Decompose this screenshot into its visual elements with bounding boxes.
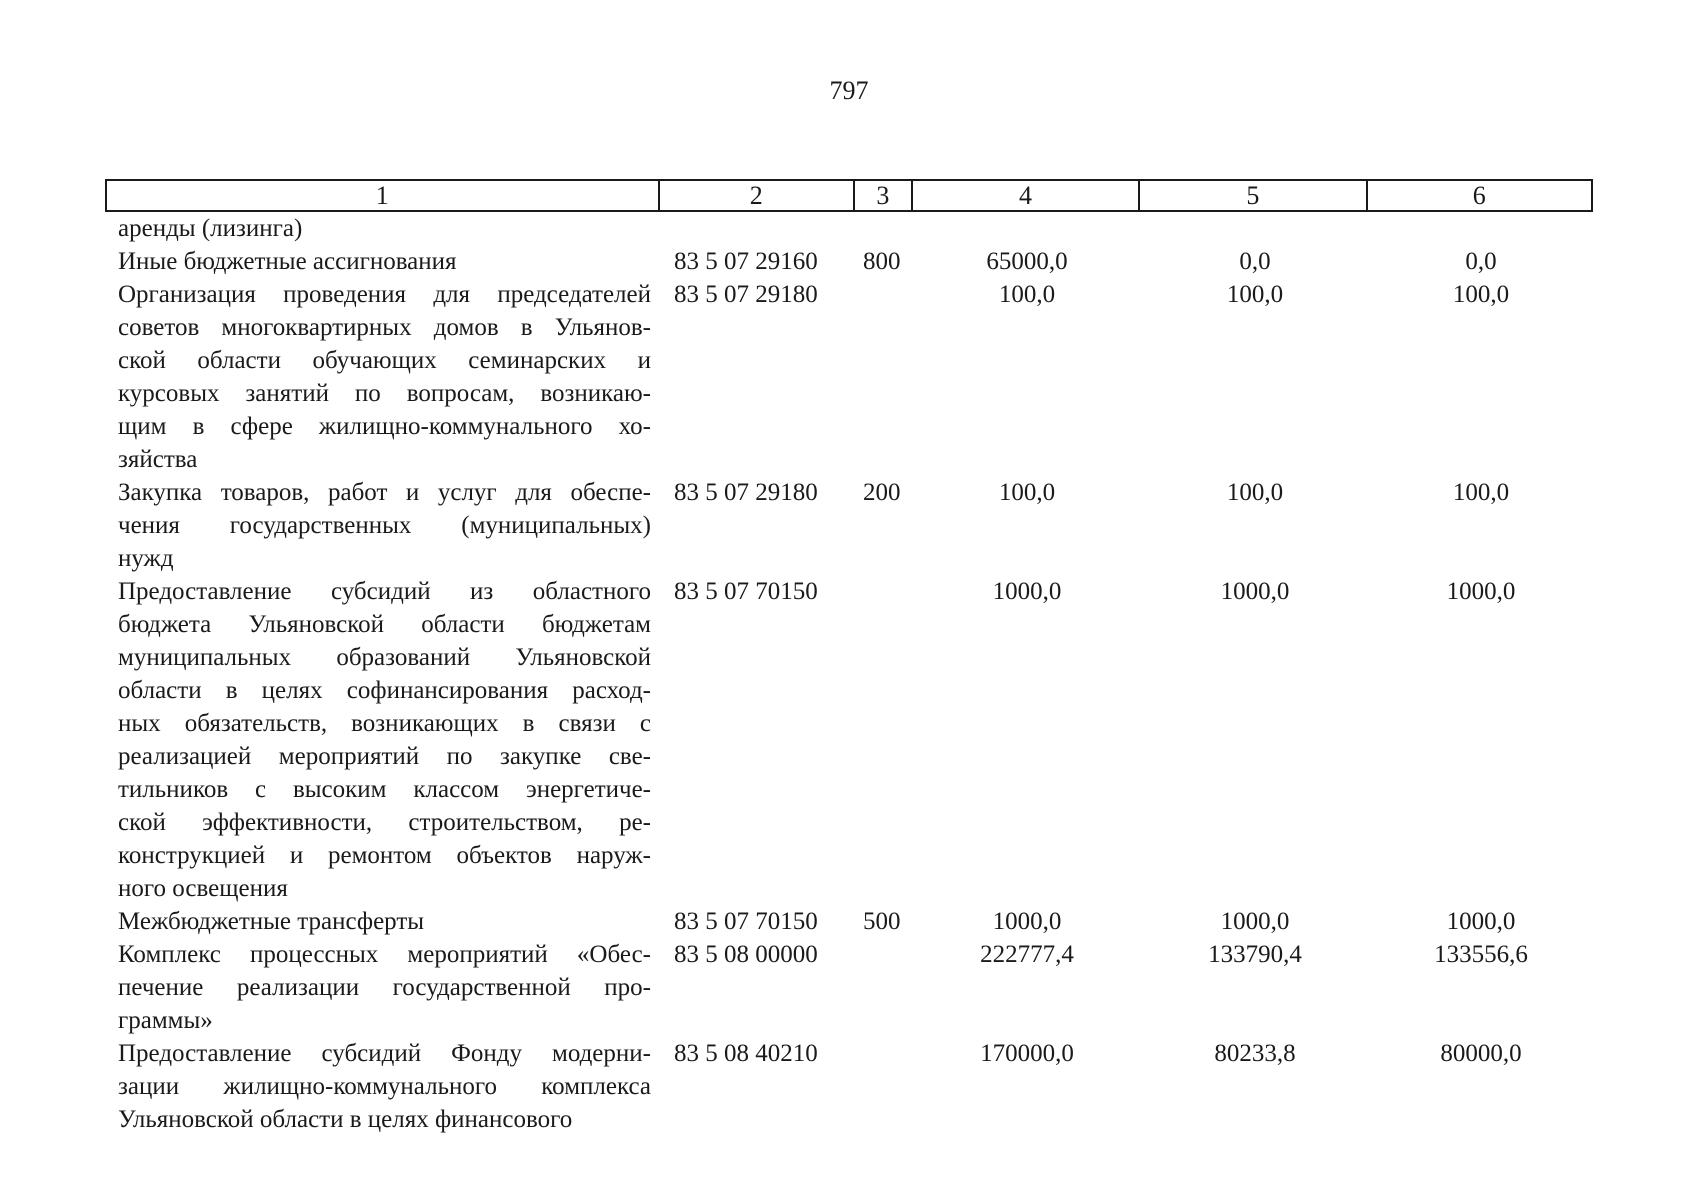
table-row [105,278,1593,476]
row-value-col5: 100,0 [1226,281,1284,308]
row-value-col6: 1000,0 [1446,908,1516,935]
description-line: ного освещения [118,875,288,902]
header-col-4: 4 [913,181,1140,210]
header-col-3: 3 [855,181,913,210]
description-line: аренды (лизинга) [118,215,303,242]
row-description [105,212,659,245]
row-value-col6: 100,0 [1452,479,1510,506]
row-value-col5: 80233,8 [1214,1040,1296,1067]
description-line: ской эффективности, строительством, ре- [118,809,651,836]
row-expense-type [855,575,913,905]
description-line: Закупка товаров, работ и услуг для обеспе- [118,479,651,506]
description-line: нужд [118,545,174,572]
row-code: 83 5 08 00000 [674,941,818,968]
description-line: муниципальных образований Ульяновской [118,644,651,671]
description-line: ных обязательств, возникающих в связи с [118,710,651,737]
row-code: 83 5 07 70150 [674,908,818,935]
table-row [105,938,1593,1037]
description-line: бюджета Ульяновской области бюджетам [118,611,651,638]
row-description [105,575,659,905]
row-expense-type [855,278,913,476]
table-row [105,575,1593,905]
row-value-col4: 170000,0 [980,1040,1074,1067]
description-line: Предоставление субсидий Фонду модерни- [118,1040,651,1067]
row-value-col4: 100,0 [998,479,1056,506]
description-line: печение реализации государственной про- [118,974,651,1001]
row-value-col5: 0,0 [1239,248,1271,275]
header-col-1: 1 [107,181,660,210]
description-line: реализацией мероприятий по закупке све- [118,743,651,770]
row-value-col4: 222777,4 [980,941,1074,968]
table-row [105,905,1593,938]
description-line: Организация проведения для председателей [118,281,651,308]
row-description [105,1037,659,1136]
description-line: курсовых занятий по вопросам, возникаю- [118,380,651,407]
row-expense-type [855,1037,913,1136]
row-expense-type [855,212,913,245]
row-value-col4 [913,212,1141,245]
table-row [105,1037,1593,1136]
row-value-col5: 133790,4 [1208,941,1302,968]
description-line: советов многоквартирных домов в Ульянов- [118,314,651,341]
row-value-col5 [1141,212,1369,245]
row-description [105,278,659,476]
row-code: 83 5 07 29160 [674,248,818,275]
row-value-col5: 1000,0 [1220,578,1290,605]
description-line: Предоставление субсидий из областного [118,578,651,605]
row-code: 83 5 07 29180 [674,281,818,308]
header-col-6: 6 [1472,181,1486,210]
row-value-col4: 1000,0 [992,908,1062,935]
row-expense-type: 500 [863,908,901,935]
row-value-col4: 65000,0 [986,248,1068,275]
row-value-col5: 100,0 [1226,479,1284,506]
table-row [105,245,1593,278]
row-description [105,905,659,938]
row-description [105,938,659,1037]
row-value-col6: 0,0 [1465,248,1497,275]
table-row [105,212,1593,245]
row-value-col4: 1000,0 [992,578,1062,605]
description-line: области в целях софинансирования расход- [118,677,651,704]
description-line: чения государственных (муниципальных) [118,512,651,539]
description-line: ской области обучающих семинарских и [118,347,651,374]
table-header [105,179,1593,212]
row-code [659,212,855,245]
row-code: 83 5 08 40210 [674,1040,818,1067]
row-value-col6: 100,0 [1452,281,1510,308]
description-line: зяйства [118,446,198,473]
row-value-col5: 1000,0 [1220,908,1290,935]
page-number: 797 [829,76,869,105]
description-line: Иные бюджетные ассигнования [118,248,457,275]
row-value-col6 [1369,212,1593,245]
description-line: тильников с высоким классом энергетиче- [118,776,651,803]
row-value-col6: 133556,6 [1434,941,1528,968]
description-line: Ульяновской области в целях финансового [118,1106,573,1133]
description-line: зации жилищно-коммунального комплекса [118,1073,651,1100]
description-line: конструкцией и ремонтом объектов наруж- [118,842,651,869]
row-expense-type: 200 [863,479,901,506]
table-row [105,476,1593,575]
row-value-col4: 100,0 [998,281,1056,308]
row-description [105,476,659,575]
header-col-5: 5 [1140,181,1367,210]
header-col-2: 2 [660,181,855,210]
row-code: 83 5 07 29180 [674,479,818,506]
table-body [105,212,1593,1136]
row-value-col6: 80000,0 [1440,1040,1522,1067]
description-line: Комплекс процессных мероприятий «Обес- [118,941,651,968]
row-value-col6: 1000,0 [1446,578,1516,605]
description-line: щим в сфере жилищно-коммунального хо- [118,413,651,440]
row-code: 83 5 07 70150 [674,578,818,605]
row-expense-type: 800 [863,248,901,275]
row-description [105,245,659,278]
description-line: граммы» [118,1007,213,1034]
description-line: Межбюджетные трансферты [118,908,425,935]
row-expense-type [855,938,913,1037]
